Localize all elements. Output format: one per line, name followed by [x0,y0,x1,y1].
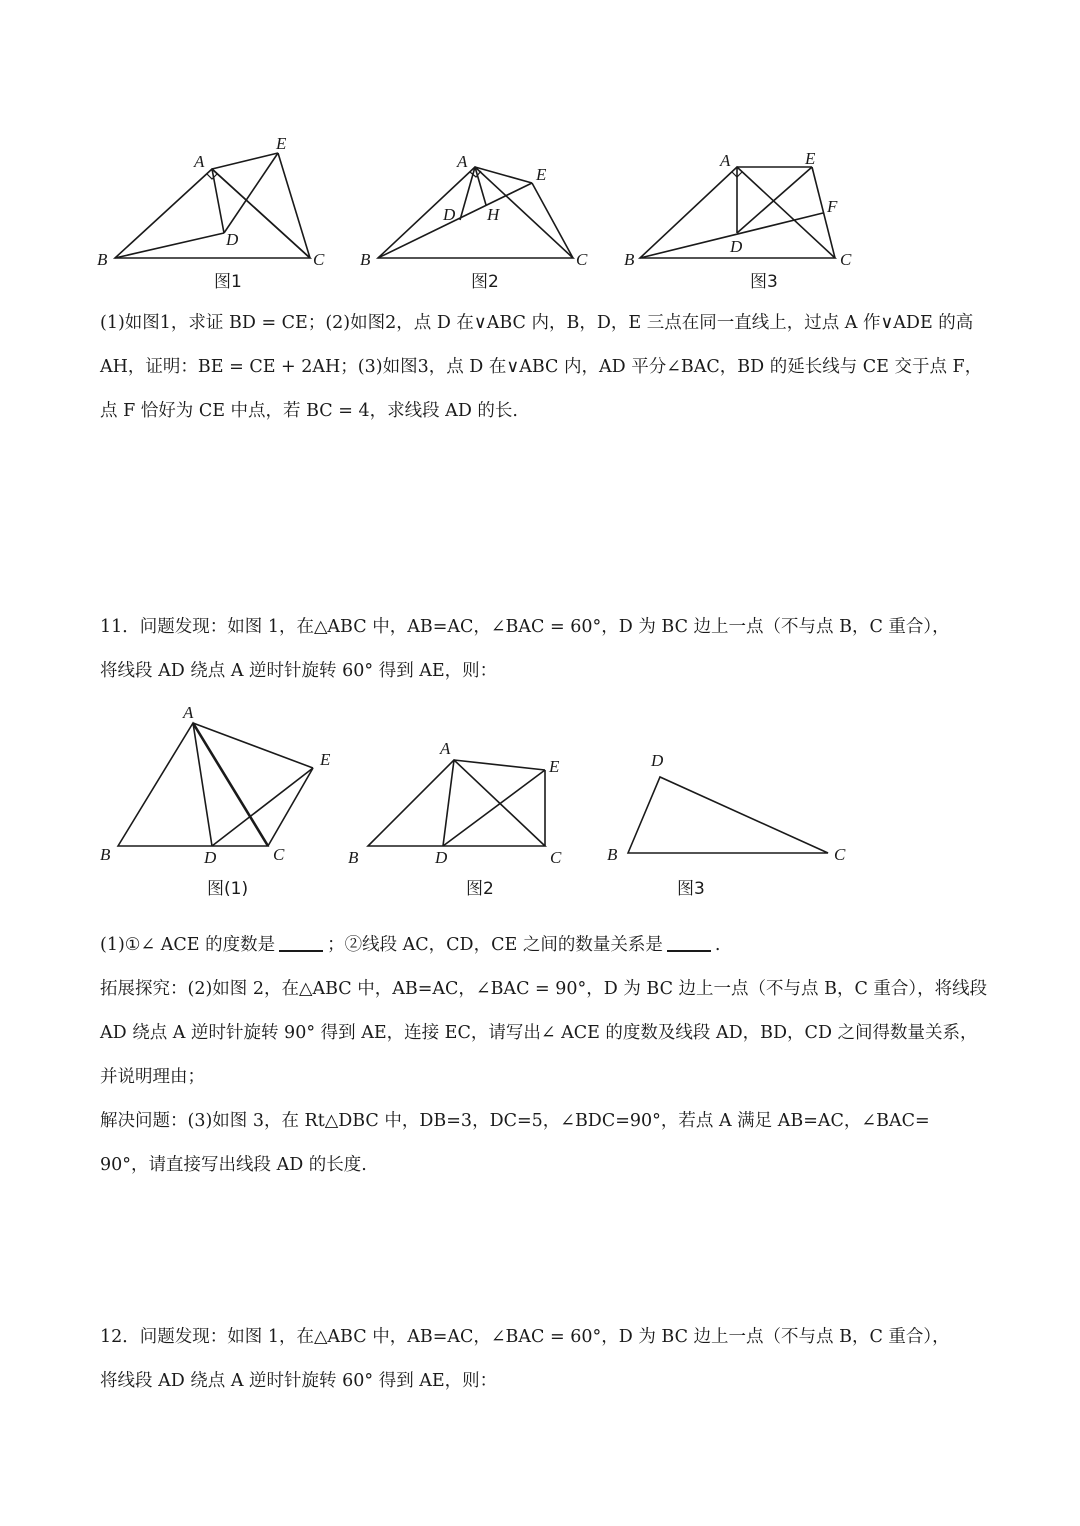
problem11-line-1: 11．问题发现：如图 1，在△ABC 中，AB=AC，∠BAC = 60°，D 为 BC 边上一点（不与点 B，C 重合）， [100,617,950,637]
figure-1-top [0,0,1080,300]
fig2-label-d: D [443,205,456,224]
problem11-extension-line-2: AD 绕点 A 逆时针旋转 90° 得到 AE，连接 EC，请写出∠ ACE 的度数及线段 AD，BD，CD 之间得数量关系， [100,1023,978,1043]
fig1-label-a: A [194,152,205,171]
problem11-extension-line-1: 拓展探究：(2)如图 2，在△ABC 中，AB=AC，∠BAC = 90°，D 为 BC 边上一点（不与点 B，C 重合），将线段 [100,979,988,999]
fig1-label-c: C [313,250,325,269]
p11-fig2-caption: 图2 [466,879,494,899]
answer-blank-1[interactable] [279,934,323,952]
p11-fig2-label-a: A [440,739,451,758]
fig3-label-b: B [624,250,635,269]
fig2-drawing [360,152,588,292]
fig1-caption: 图1 [214,272,242,292]
p11-fig2-label-c: C [550,848,562,867]
fig2-label-e: E [536,165,547,184]
q1-part1: (1)①∠ ACE 的度数是 [100,935,276,955]
p11-fig1-label-b: B [100,845,111,864]
p11-fig3-label-d: D [651,751,664,770]
block10-line-3: 点 F 恰好为 CE 中点，若 BC = 4，求线段 AD 的长. [100,401,518,421]
problem11-solution-line-2: 90°，请直接写出线段 AD 的长度. [100,1155,367,1175]
p11-fig1-label-a: A [183,703,194,722]
fig3-drawing [624,149,852,292]
problem12-line-1: 12．问题发现：如图 1，在△ABC 中，AB=AC，∠BAC = 60°，D 为 BC 边上一点（不与点 B，C 重合）， [100,1327,950,1347]
p11-fig1-caption: 图(1) [207,879,249,899]
problem11-question-1 [100,932,720,958]
p11-fig3-caption: 图3 [677,879,705,899]
block10-line-1: (1)如图1，求证 BD = CE；(2)如图2，点 D 在∨ABC 内，B，D，E 三点在同一直线上，过点 A 作∨ADE 的高 [100,313,974,333]
p11-fig3-label-b: B [607,845,618,864]
fig3-label-a: A [720,151,731,170]
fig3-caption: 图3 [750,272,778,292]
problem11-extension-line-3: 并说明理由； [100,1067,205,1087]
fig1-label-e: E [276,134,287,153]
fig2-label-h: H [487,205,500,224]
p11-fig1-label-c: C [273,845,285,864]
fig2-label-c: C [576,250,588,269]
fig3-label-f: F [827,197,838,216]
problem11-solution-line-1: 解决问题：(3)如图 3，在 Rt△DBC 中，DB=3，DC=5，∠BDC=90°，若点 A 满足 AB=AC，∠BAC= [100,1111,930,1131]
fig1-label-b: B [97,250,108,269]
q1-part2: ；②线段 AC，CD，CE 之间的数量关系是 [327,935,663,955]
fig2-label-b: B [360,250,371,269]
p11-fig1-label-e: E [320,750,331,769]
fig3-label-c: C [840,250,852,269]
p11-fig2-label-b: B [348,848,359,867]
q1-end: . [714,935,721,955]
p11-fig2-label-d: D [435,848,448,867]
p11-fig2-label-e: E [549,757,560,776]
fig2-caption: 图2 [471,272,499,292]
p11-fig3-drawing [607,751,846,899]
fig1-drawing [97,134,325,292]
answer-blank-2[interactable] [667,934,711,952]
p11-fig1-drawing [100,703,331,899]
p11-fig1-label-d: D [204,848,217,867]
fig2-label-a: A [457,152,468,171]
fig1-label-d: D [226,230,239,249]
fig3-label-e: E [805,149,816,168]
p11-fig3-label-c: C [834,845,846,864]
problem12-line-2: 将线段 AD 绕点 A 逆时针旋转 60° 得到 AE，则： [100,1371,498,1391]
problem11-line-2: 将线段 AD 绕点 A 逆时针旋转 60° 得到 AE，则： [100,661,498,681]
fig3-label-d: D [730,237,743,256]
block10-line-2: AH，证明：BE = CE + 2AH；(3)如图3，点 D 在∨ABC 内，AD 平分∠BAC，BD 的延长线与 CE 交于点 F， [100,357,983,377]
figure-problem11 [0,690,1080,910]
p11-fig2-drawing [348,739,562,899]
